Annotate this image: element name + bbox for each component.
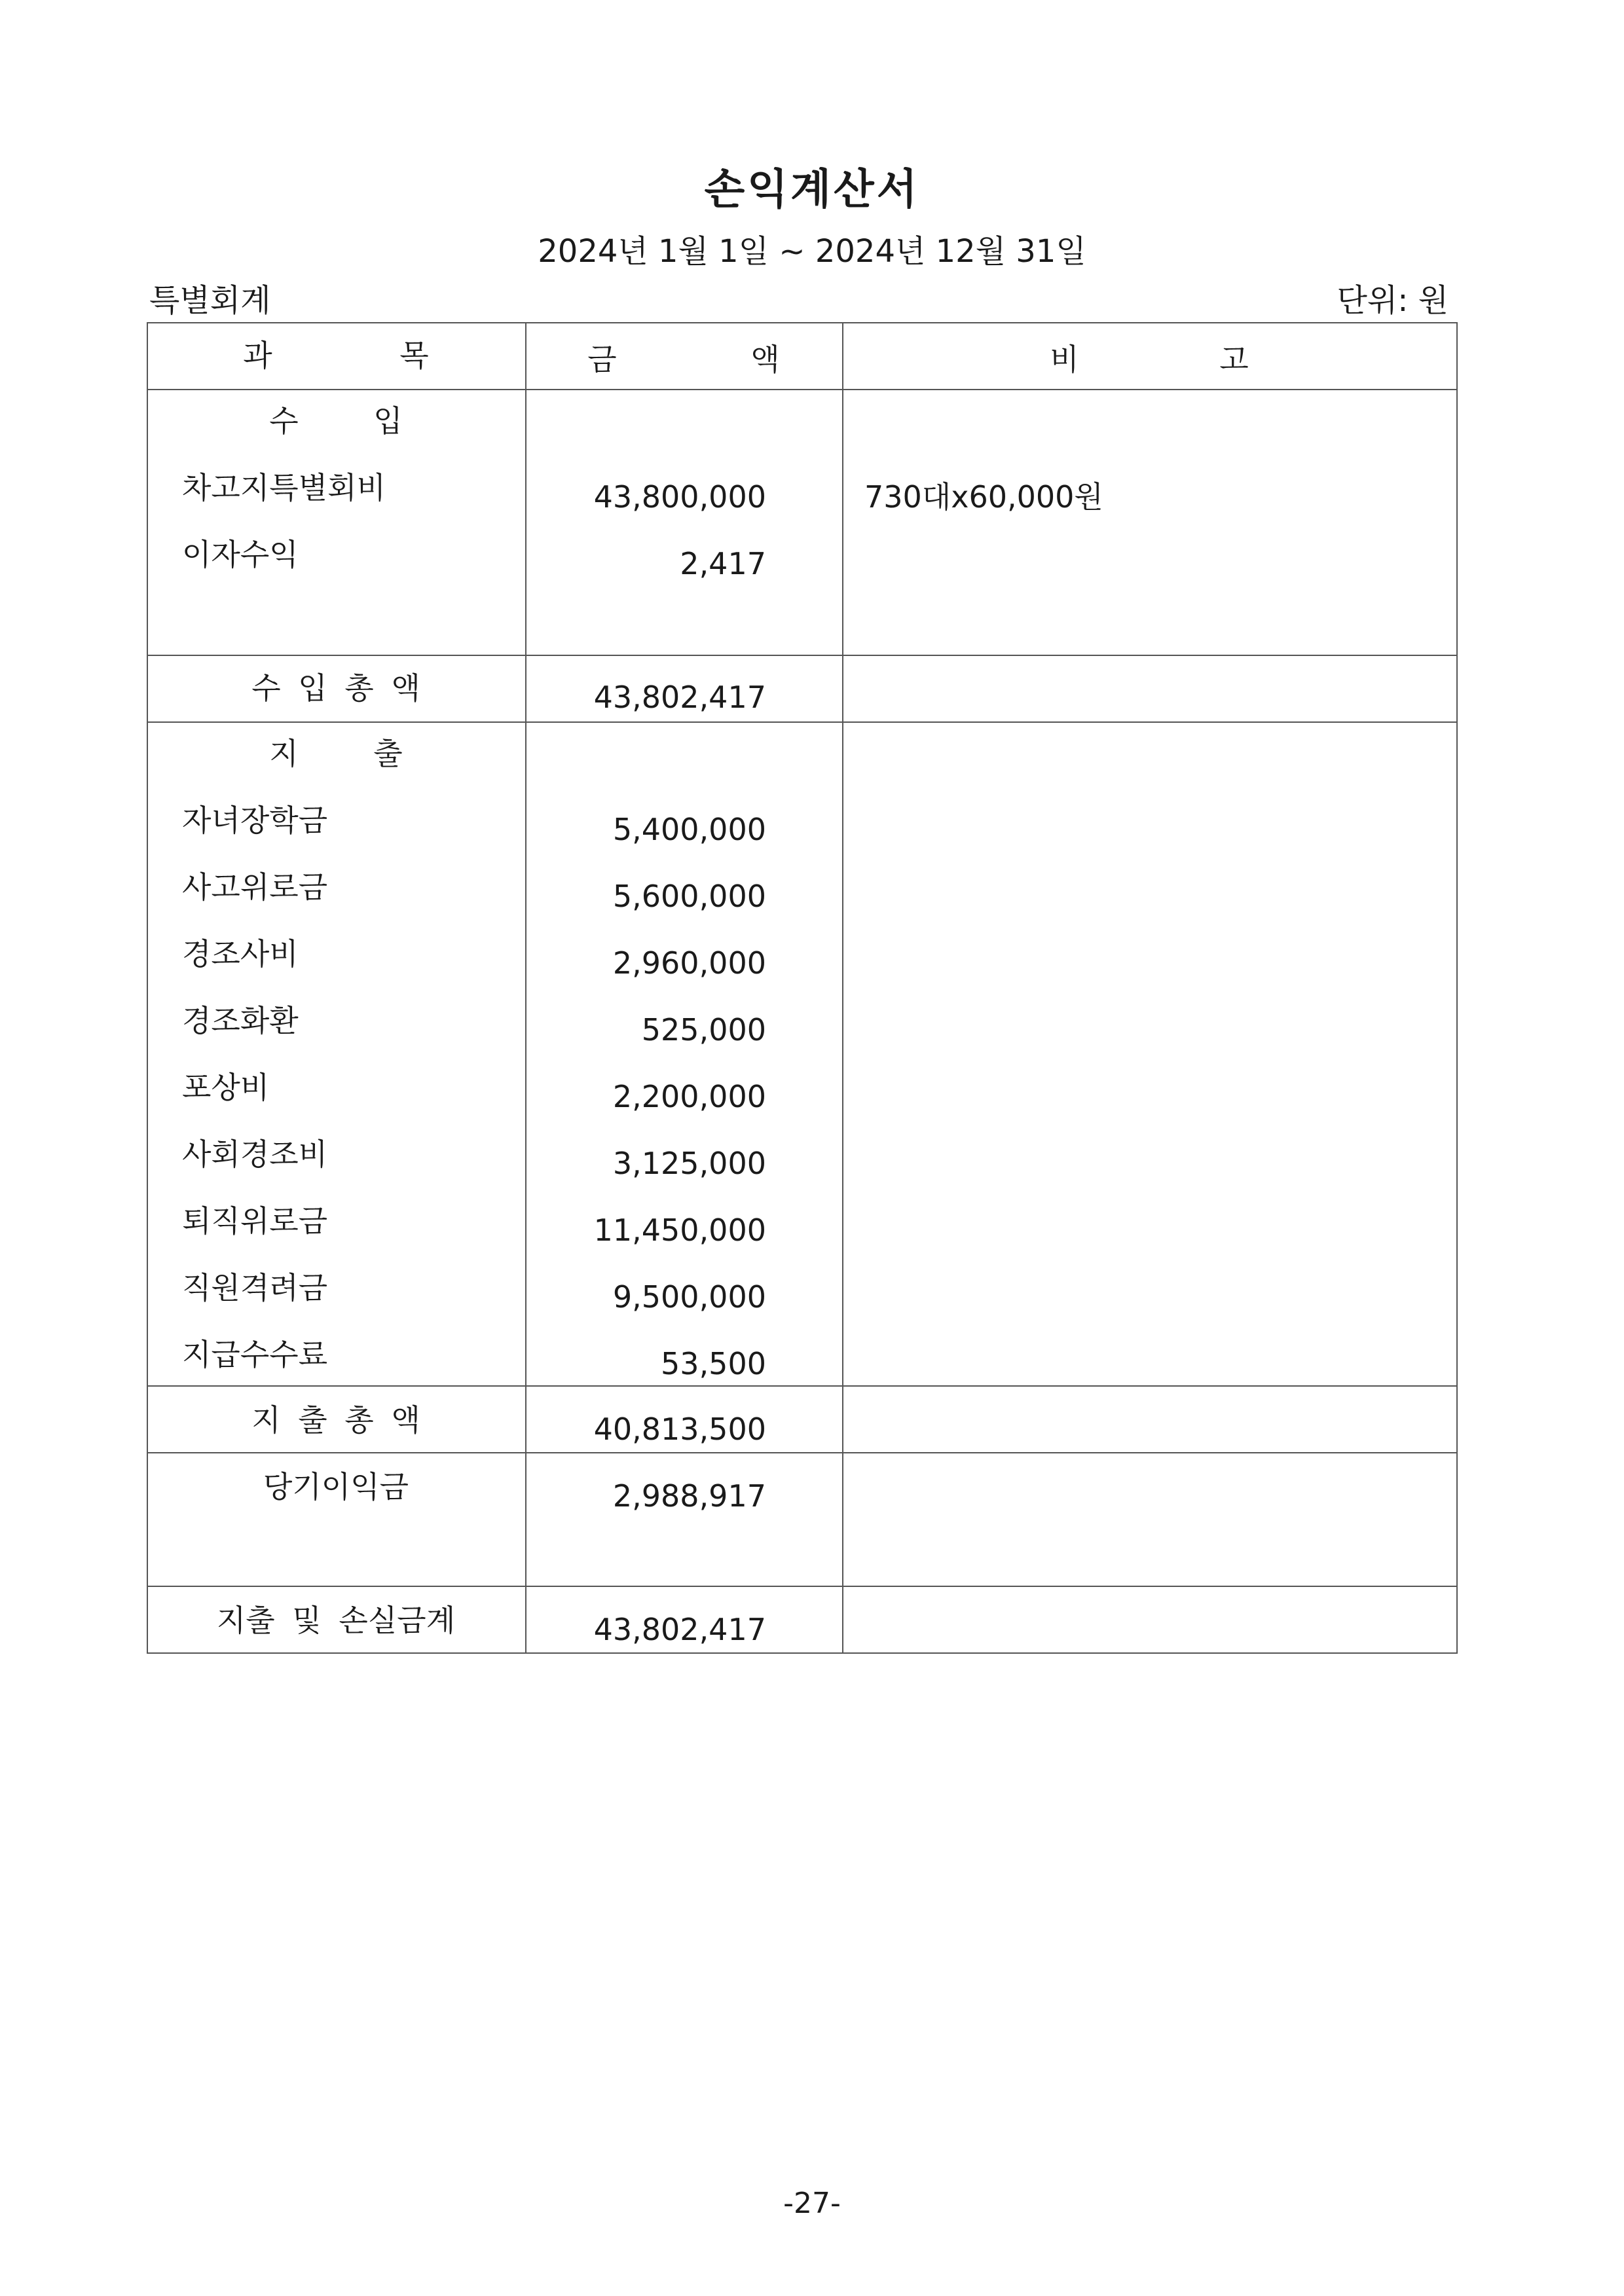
header-divider [147,389,1456,390]
income-item-amount: 2,417 [680,546,766,581]
income-item-note: 730대x60,000원 [864,479,1103,515]
expense-total-divider [147,1385,1456,1387]
header-amount: 금 액 [587,342,780,377]
expense-heading: 지 출 [269,736,403,771]
account-name: 특별회계 [149,282,271,319]
grand-total-amount: 43,802,417 [593,1612,766,1647]
expense-item-name: 직원격려금 [182,1270,328,1305]
table-border-bottom [147,1652,1456,1654]
header-note: 비 고 [1050,342,1249,377]
expense-item-name: 지급수수료 [182,1337,328,1372]
expense-item-name: 경조화환 [182,1003,299,1038]
grand-total-divider [147,1586,1456,1587]
fiscal-period: 2024년 1월 1일 ~ 2024년 12월 31일 [538,233,1086,270]
expense-item-amount: 2,960,000 [612,945,766,981]
expense-divider [147,721,1456,723]
document-title: 손익계산서 [704,166,920,214]
net-income-amount: 2,988,917 [612,1478,766,1514]
expense-item-amount: 2,200,000 [612,1079,766,1114]
column-divider-1 [525,322,526,1654]
net-income-label: 당기이익금 [263,1469,409,1504]
income-total-divider [147,655,1456,656]
income-item-name: 이자수익 [182,537,299,572]
expense-item-amount: 53,500 [661,1346,766,1381]
table-border-top [147,322,1456,323]
expense-item-amount: 3,125,000 [612,1146,766,1181]
income-heading: 수 입 [269,403,403,439]
table-border-left [147,322,148,1654]
expense-item-name: 사고위로금 [182,869,328,905]
grand-total-label: 지출 및 손실금계 [216,1603,456,1638]
page-number: -27- [783,2187,841,2220]
expense-item-name: 퇴직위로금 [182,1203,328,1239]
expense-item-name: 포상비 [182,1070,270,1105]
income-total-label: 수 입 총 액 [251,670,420,706]
net-income-divider [147,1452,1456,1453]
expense-item-amount: 525,000 [641,1012,766,1048]
expense-item-amount: 5,600,000 [612,879,766,914]
income-total-amount: 43,802,417 [593,680,766,715]
header-subject: 과 목 [243,338,429,373]
column-divider-2 [842,322,843,1654]
table-border-right [1456,322,1458,1654]
income-item-amount: 43,800,000 [593,479,766,515]
income-statement-table [147,322,1456,1645]
expense-item-name: 자녀장학금 [182,803,328,838]
expense-item-amount: 9,500,000 [612,1279,766,1315]
expense-item-name: 사회경조비 [182,1137,328,1172]
expense-total-amount: 40,813,500 [593,1412,766,1447]
income-item-name: 차고지특별회비 [182,470,386,505]
expense-item-name: 경조사비 [182,936,299,972]
expense-total-label: 지 출 총 액 [251,1402,420,1438]
expense-item-amount: 5,400,000 [612,812,766,847]
currency-unit: 단위: 원 [1337,282,1449,319]
expense-item-amount: 11,450,000 [593,1212,766,1248]
